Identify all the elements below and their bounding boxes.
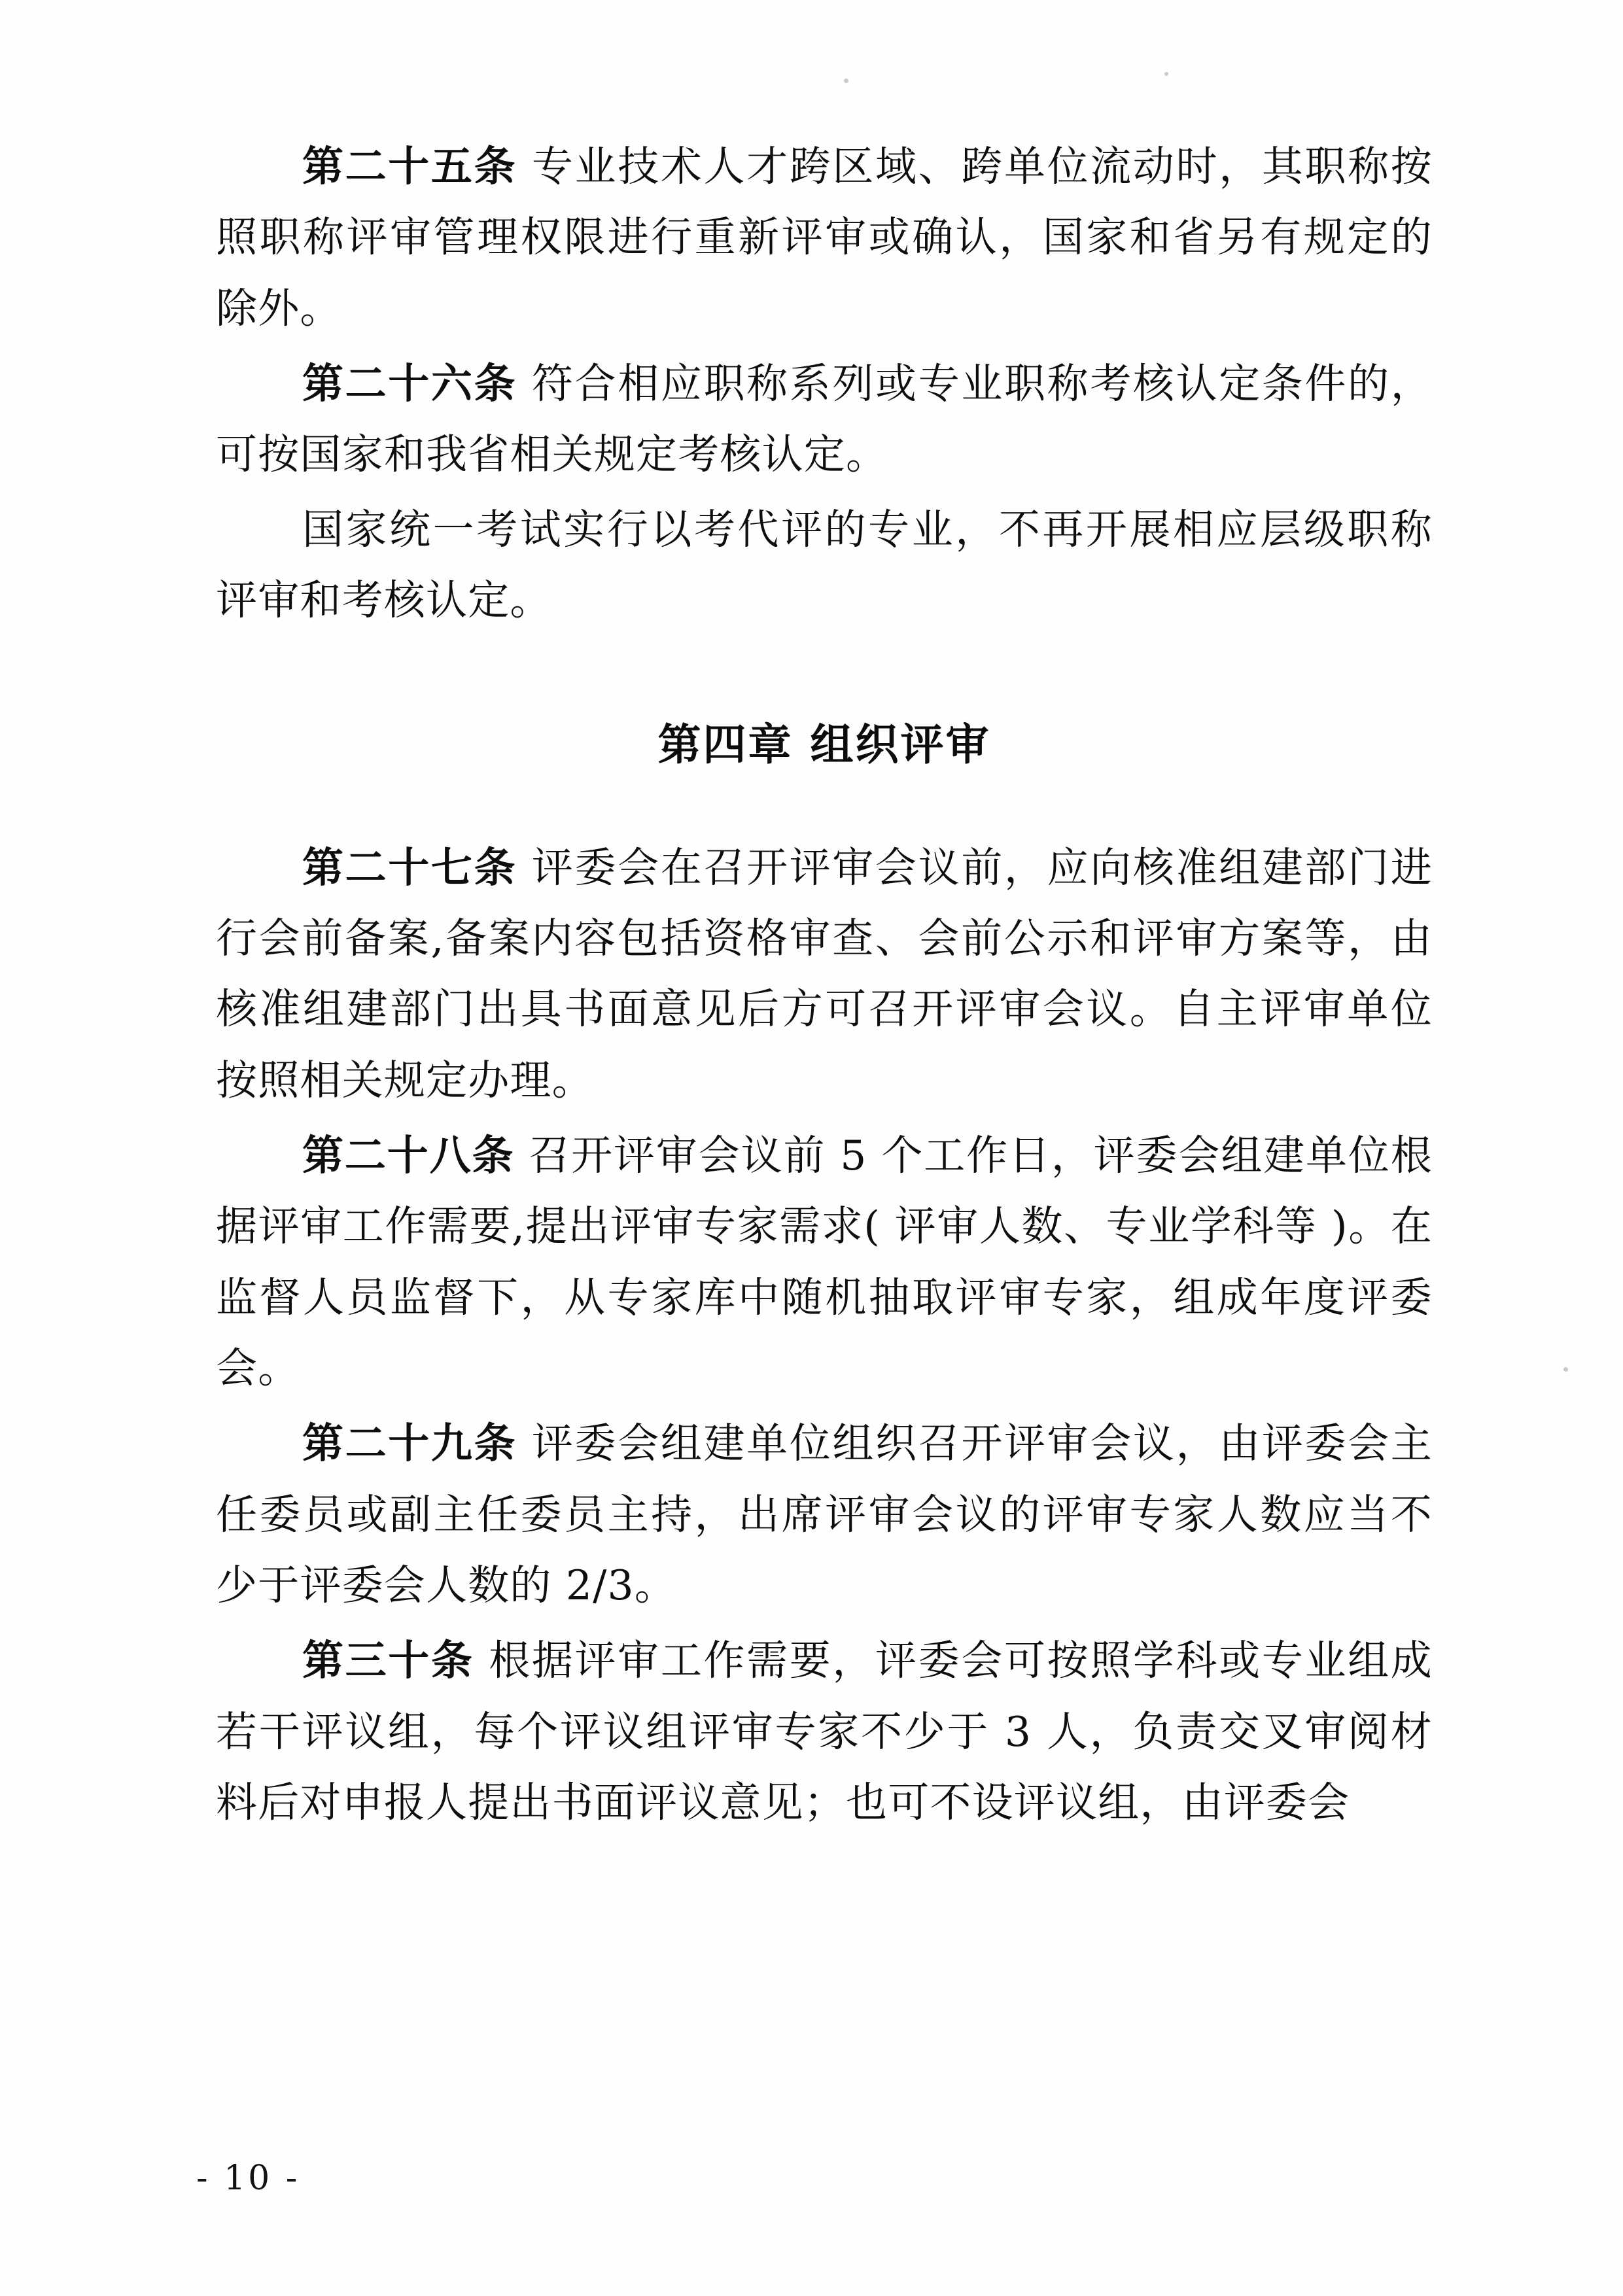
article-body-30: 根据评审工作需要，评委会可按照学科或专业组成若干评议组，每个评议组评审专家不少于 3 人，负责交叉审阅材料后对申报人提出书面评议意见；也可不设评议组，由评委会 xyxy=(216,1637,1433,1827)
article-body-27: 评委会在召开评审会议前，应向核准组建部门进行会前备案,备案内容包括资格审查、会前公示和评审方案等，由核准组建部门出具书面意见后方可召开评审会议。自主评审单位按照相关规定办理。 xyxy=(216,843,1433,1104)
paragraph-article-25 xyxy=(216,131,1433,344)
paragraph-article-26 xyxy=(216,348,1433,491)
article-label-27: 第二十七条 xyxy=(302,843,517,892)
paragraph-article-29 xyxy=(216,1408,1433,1621)
article-label-26: 第二十六条 xyxy=(302,359,517,408)
paper-speck xyxy=(1563,1367,1568,1372)
paragraph-article-27 xyxy=(216,832,1433,1116)
article-body-25: 专业技术人才跨区域、跨单位流动时，其职称按照职称评审管理权限进行重新评审或确认，国家和省另有规定的除外。 xyxy=(216,143,1433,332)
article-label-30: 第三十条 xyxy=(302,1636,474,1685)
page-number: - 10 - xyxy=(196,2159,300,2198)
page-content xyxy=(216,131,1433,1843)
paper-speck xyxy=(844,78,848,83)
paragraph-article-30 xyxy=(216,1625,1433,1838)
chapter-heading: 第四章 组织评审 xyxy=(657,718,991,770)
article-label-25: 第二十五条 xyxy=(302,142,517,190)
article-body-26-continued: 国家统一考试实行以考代评的专业，不再开展相应层级职称评审和考核认定。 xyxy=(216,505,1433,625)
paper-speck xyxy=(1164,72,1168,76)
article-label-28: 第二十八条 xyxy=(302,1130,515,1179)
paragraph-article-28 xyxy=(216,1120,1433,1404)
article-body-26: 符合相应职称系列或专业职称考核认定条件的，可按国家和我省相关规定考核认定。 xyxy=(216,360,1433,479)
article-body-29: 评委会组建单位组织召开评审会议，由评委会主任委员或副主任委员主持，出席评审会议的评审专家人数应当不少于评委会人数的 2/3。 xyxy=(216,1419,1433,1610)
paragraph-article-26-continued xyxy=(216,495,1433,636)
article-label-29: 第二十九条 xyxy=(302,1419,517,1468)
article-body-28: 召开评审会议前 5 个工作日，评委会组建单位根据评审工作需要,提出评审专家需求( 评审人数、专业学科等 )。在监督人员监督下，从专家库中随机抽取评审专家，组成年度评委会。 xyxy=(216,1131,1433,1393)
